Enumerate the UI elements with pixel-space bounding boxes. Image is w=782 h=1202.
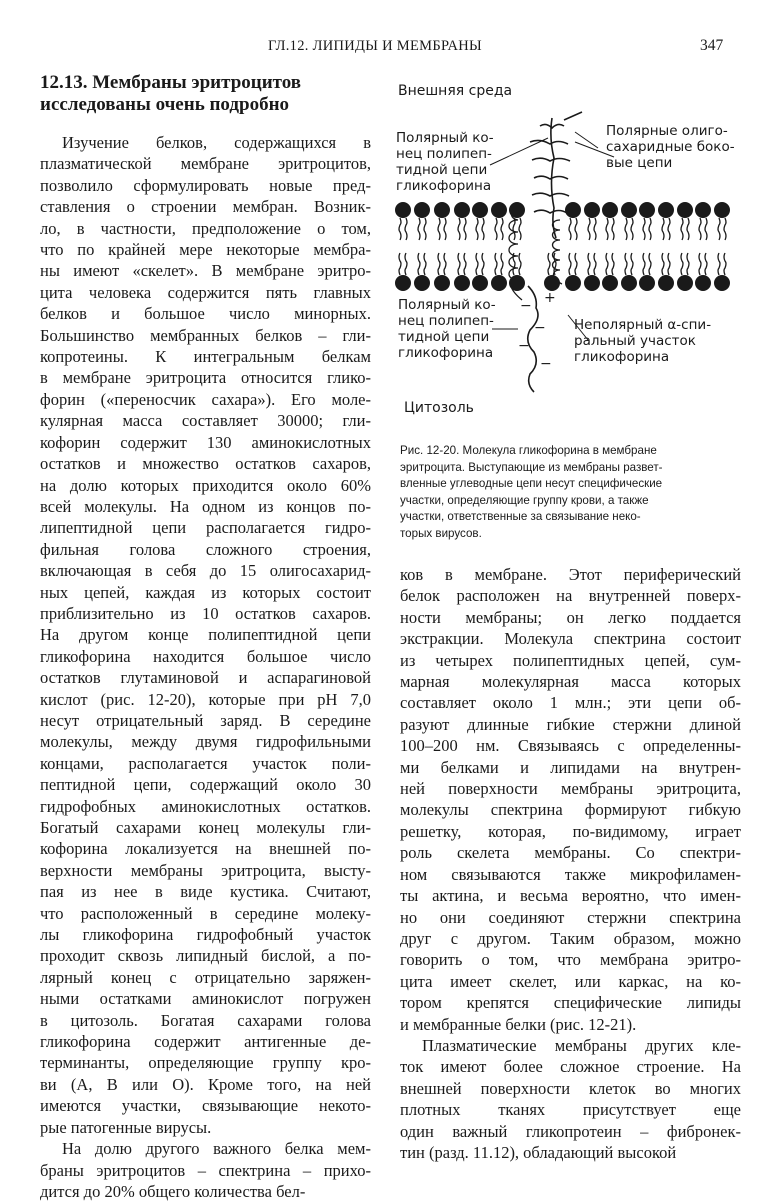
text-line: форин («переносчик сахара»). Его моле-: [40, 389, 371, 409]
text-line: всей молекулы. На одном из концов по-: [40, 496, 371, 516]
text-line: решетку, которая, по-видимому, играет: [400, 821, 741, 841]
text-line: один важный гликопротеин – фибронек-: [400, 1121, 741, 1141]
caption-line: вленные углеводные цепи несут специфические: [400, 477, 663, 491]
text-line: ви (А, В или О). Кроме того, на ней: [40, 1074, 371, 1094]
text-line: пептидной цепи, содержащий около 30: [40, 775, 371, 795]
text-line: Богатый сахарами конец молекулы гли-: [40, 818, 371, 837]
section-title-line-1: 12.13. Мембраны эритроцитов: [40, 72, 302, 93]
text-line: кофорин содержит 130 аминокислотных: [40, 432, 371, 452]
text-line: лы гликофорина гидрофобный участок: [40, 925, 371, 945]
section-heading: [40, 72, 380, 116]
left-column-text: [40, 132, 371, 1202]
text-line: включающая в себя до 15 олигосахарид-: [40, 561, 371, 581]
text-line: цита человека содержится пять главных: [40, 282, 371, 302]
text-line: плазматической мембране эритроцитов,: [40, 154, 371, 174]
text-line: белок расположен на внутренней поверх-: [400, 586, 741, 606]
text-line: несут отрицательный заряд. В середине: [40, 710, 371, 730]
text-line: 100–200 нм. Связываясь с определенны-: [400, 736, 741, 756]
text-line: Большинство мембранных белков – гли-: [40, 325, 371, 345]
text-line: тин (разд. 11.12), обладающий высокой: [400, 1142, 677, 1162]
label-helix: Неполярный α-спи- ральный участок гликофорина: [574, 317, 712, 365]
text-line: Изучение белков, содержащихся в: [62, 133, 371, 152]
text-line: концами, располагается участок поли-: [40, 753, 371, 773]
text-line: рые патогенные вирусы.: [40, 1117, 212, 1137]
text-line: цита имеет скелет, или каркас, на ко-: [400, 971, 741, 991]
text-line: марная молекулярная масса которых: [400, 672, 741, 692]
label-oligosaccharide-chains: Полярные олиго- сахаридные боко- вые цепи: [606, 123, 735, 171]
text-line: терминанты, определяющие группу кро-: [40, 1053, 371, 1073]
text-line: остатков и множество остатков сахаров,: [40, 454, 371, 474]
caption-line: участки, ответственные за связывание неко-: [400, 510, 641, 524]
text-line: что расположенный в середине молеку-: [40, 903, 371, 923]
text-line: приблизительно из 10 остатков сахаров.: [40, 603, 371, 623]
label-outside: Внешняя среда: [398, 83, 513, 99]
text-line: браны эритроцитов – спектрина – прихо-: [40, 1160, 371, 1180]
text-line: Плазматические мембраны других кле-: [422, 1035, 741, 1055]
text-line: ло, в частности, предположение о том,: [40, 218, 371, 238]
text-line: ков в мембране. Этот периферический: [400, 565, 741, 584]
text-line: ных цепей, каждая из которых состоит: [40, 582, 371, 602]
text-line: составляет около 1 млн.; эти цепи об-: [400, 693, 741, 713]
text-line: ставления о строении мембран. Возник-: [40, 197, 371, 217]
label-polar-end-top: Полярный ко- нец полипеп- тидной цепи гликофорина: [396, 130, 494, 194]
text-line: фильная голова сложного строения,: [40, 539, 371, 559]
text-line: проходит сквозь липидный бислой, а по-: [40, 946, 371, 966]
text-line: друг с другом. Таким образом, можно: [400, 928, 741, 948]
text-line: остатков глутаминовой и аспарагиновой: [40, 668, 371, 688]
text-line: тором крепятся специфические липиды: [400, 993, 741, 1013]
text-line: в цитозоль. Богатая сахарами голова: [40, 1010, 371, 1030]
text-line: кислот (рис. 12-20), которые при pH 7,0: [40, 689, 371, 709]
text-line: на долю которых приходится около 60%: [40, 475, 371, 495]
text-line: копротеины. К интегральным белкам: [40, 347, 371, 367]
text-line: экстракции. Молекула спектрина состоит: [400, 629, 741, 649]
text-line: молекулы спектрина формируют гибкую: [400, 800, 741, 820]
text-line: ными остатками аминокислот погружен: [40, 989, 371, 1009]
text-line: молекулы, между двумя гидрофильными: [40, 732, 371, 752]
text-line: гликофорина содержит антигенные де-: [40, 1032, 371, 1052]
text-line: лярный конец с отрицательно заряжен-: [40, 967, 371, 987]
text-line: из четырех полипептидных цепей, сум-: [400, 650, 741, 670]
text-line: разуют длинные гибкие стержни длиной: [400, 714, 741, 734]
text-line: липептидной цепи располагается гидро-: [40, 518, 371, 538]
caption-line: участки, определяющие группу крови, а также: [400, 493, 649, 507]
right-column-text: [400, 564, 741, 1163]
charge-plus: +: [544, 290, 556, 306]
svg-text:−: −: [534, 320, 546, 336]
running-head: ГЛ.12. ЛИПИДЫ И МЕМБРАНЫ: [268, 38, 482, 54]
svg-text:−: −: [540, 356, 552, 372]
text-line: кулярная масса составляет 30000; гли-: [40, 411, 371, 431]
caption-line: эритроцита. Выступающие из мембраны развет-: [400, 460, 663, 474]
text-line: ны имеют «скелет». В мембране эритро-: [40, 261, 371, 281]
text-line: пая из нее в виде кустика. Считают,: [40, 882, 371, 902]
text-line: ней поверхности мембраны эритроцита,: [400, 779, 741, 799]
text-line: внешней поверхности клеток во многих: [400, 1078, 741, 1098]
text-line: ности мембраны; он легко поддается: [400, 607, 741, 627]
membrane-diagram-icon: [392, 70, 752, 450]
label-polar-end-bottom: Полярный ко- нец полипеп- тидной цепи гликофорина: [398, 297, 496, 361]
text-line: но они соединяют стержни спектрина: [400, 907, 741, 927]
text-line: плотных тканях присутствует еще: [400, 1100, 741, 1120]
text-line: ты актина, и весьма вероятно, что имен-: [400, 886, 741, 906]
text-line: гликофорина находится большое число: [40, 646, 371, 666]
text-line: верхности мембраны эритроцита, высту-: [40, 860, 371, 880]
svg-text:−: −: [518, 338, 530, 354]
caption-line: торых вирусов.: [400, 526, 482, 540]
text-line: На другом конце полипептидной цепи: [40, 625, 371, 645]
text-line: роль скелета мембраны. Со спектри-: [400, 843, 741, 863]
svg-text:−: −: [520, 298, 532, 314]
text-line: имеются участки, связывающие некото-: [40, 1096, 371, 1116]
section-title-line-2: исследованы очень подробно: [40, 94, 290, 115]
text-line: позволило сформулировать новые пред-: [40, 175, 371, 195]
label-cytosol: Цитозоль: [404, 400, 474, 416]
text-line: ми белками и липидами на внутрен-: [400, 757, 741, 777]
text-line: говорить о том, что мембрана эритро-: [400, 950, 741, 970]
text-line: и мембранные белки (рис. 12-21).: [400, 1014, 637, 1034]
text-line: что по крайней мере некоторые мембра-: [40, 240, 371, 260]
text-line: дится до 20% общего количества бел-: [40, 1181, 306, 1201]
text-line: ном связываются также микрофиламен-: [400, 864, 741, 884]
text-line: белков и большое число минорных.: [40, 304, 371, 324]
figure-glycophorin-membrane: [392, 70, 752, 450]
caption-line: Рис. 12-20. Молекула гликофорина в мембране: [400, 444, 657, 457]
text-line: в мембране эритроцита относится глико-: [40, 368, 371, 388]
text-line: На долю другого важного белка мем-: [62, 1139, 371, 1159]
figure-caption: [400, 443, 740, 543]
page-number: 347: [700, 37, 724, 54]
text-line: кофорина локализуется на внешней по-: [40, 839, 371, 859]
text-line: гидрофобных аминокислотных остатков.: [40, 796, 371, 816]
text-line: ток имеют более сложное строение. На: [400, 1057, 741, 1077]
